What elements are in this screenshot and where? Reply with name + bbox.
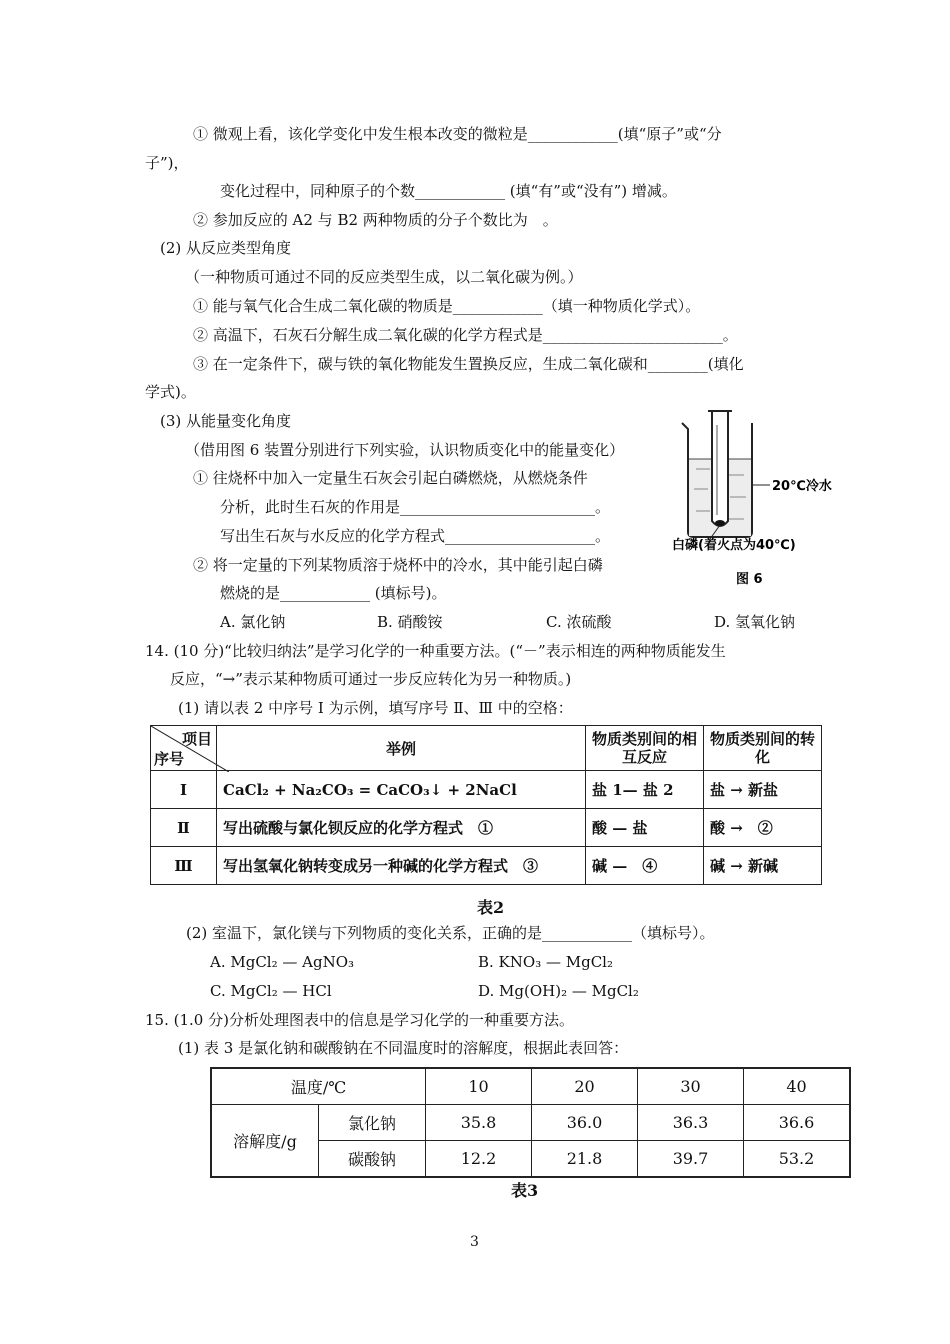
q13-part2-q3: ③ 在一定条件下，碳与铁的氧化物能发生置换反应，生成二氧化碳和________(填化	[193, 355, 744, 373]
option-d: D. 氢氧化钠	[714, 613, 796, 631]
table-2-reaction: 盐 1— 盐 2	[586, 771, 704, 809]
q13-part3-q1-c: 写出生石灰与水反应的化学方程式____________________。	[220, 527, 611, 545]
q13-part3-q2-b: 燃烧的是____________ (填标号)。	[220, 584, 447, 602]
q13-part3-q1: ① 往烧杯中加入一定量生石灰会引起白磷燃烧，从燃烧条件	[193, 469, 588, 487]
option-a: A. 氯化钠	[220, 613, 286, 631]
q13-part2-q3-cont: 学式)。	[145, 383, 196, 401]
table-2-header-reaction: 物质类别间的相互反应	[586, 726, 704, 771]
table-2	[150, 725, 822, 885]
figure-6-phosphorus-label: 白磷(着火点为40℃)	[672, 538, 796, 553]
table-3-value: 36.6	[744, 1105, 851, 1141]
table-3-caption: 表3	[511, 1181, 539, 1200]
table-3-substance: 碳酸钠	[319, 1141, 426, 1178]
table-2-corner-cell	[151, 726, 217, 771]
q14-option-d: D. Mg(OH)₂ — MgCl₂	[478, 982, 639, 1000]
table-2-seq: Ⅰ	[151, 771, 217, 809]
q13-part3-title: (3) 从能量变化角度	[160, 412, 292, 430]
q14-part1: (1) 请以表 2 中序号 Ⅰ 为示例，填写序号 Ⅱ、Ⅲ 中的空格：	[178, 699, 573, 717]
table-3-temp: 10	[426, 1068, 532, 1105]
table-2-example: 写出硫酸与氯化钡反应的化学方程式 ①	[217, 809, 586, 847]
table-3-value: 53.2	[744, 1141, 851, 1178]
figure-6-caption: 图 6	[736, 572, 763, 587]
q14-part2: (2) 室温下，氯化镁与下列物质的变化关系，正确的是____________（填标号）。	[186, 924, 715, 942]
q14-option-a: A. MgCl₂ — AgNO₃	[210, 953, 355, 971]
q13-line3: 变化过程中，同种原子的个数____________ (填“有”或“没有”) 增减。	[220, 182, 677, 200]
page-number: 3	[470, 1234, 479, 1250]
table-2-example: CaCl₂ + Na₂CO₃ = CaCO₃↓ + 2NaCl	[217, 771, 586, 809]
q13-line4: ② 参加反应的 A2 与 B2 两种物质的分子个数比为 。	[193, 211, 558, 229]
figure-6-beaker	[670, 405, 835, 590]
table-2-header-seq: 序号	[154, 750, 185, 768]
q14-option-c: C. MgCl₂ — HCl	[210, 982, 332, 1000]
q14-intro-cont: 反应，“→”表示某种物质可通过一步反应转化为另一种物质。)	[170, 670, 572, 688]
table-2-header-example: 举例	[217, 726, 586, 771]
table-3-temp: 30	[638, 1068, 744, 1105]
table-row	[151, 771, 822, 809]
table-3	[210, 1067, 851, 1178]
table-3-value: 21.8	[532, 1141, 638, 1178]
table-3-temp: 40	[744, 1068, 851, 1105]
q13-part3-q1-b: 分析，此时生石灰的作用是__________________________。	[220, 498, 611, 516]
table-row	[211, 1105, 850, 1141]
table-2-header-transform: 物质类别间的转化	[704, 726, 822, 771]
option-c: C. 浓硫酸	[546, 613, 612, 631]
q13-part3-q2: ② 将一定量的下列某物质溶于烧杯中的冷水，其中能引起白磷	[193, 556, 603, 574]
q14-intro: 14. (10 分)“比较归纳法”是学习化学的一种重要方法。(“－”表示相连的两种物质能发生	[145, 642, 726, 660]
table-3-temp: 20	[532, 1068, 638, 1105]
q14-option-b: B. KNO₃ — MgCl₂	[478, 953, 613, 971]
q15-part1: (1) 表 3 是氯化钠和碳酸钠在不同温度时的溶解度，根据此表回答：	[178, 1039, 629, 1057]
table-3-temp-label: 温度/℃	[211, 1068, 426, 1105]
table-2-transform: 盐 → 新盐	[704, 771, 822, 809]
table-2-reaction: 酸 — 盐	[586, 809, 704, 847]
table-3-sol-label: 溶解度/g	[211, 1105, 319, 1178]
table-2-seq: Ⅱ	[151, 809, 217, 847]
table-row	[151, 847, 822, 885]
table-3-substance: 氯化钠	[319, 1105, 426, 1141]
table-2-transform: 酸 → ②	[704, 809, 822, 847]
q13-part2-q2: ② 高温下，石灰石分解生成二氧化碳的化学方程式是________________________。	[193, 326, 738, 344]
figure-6-water-label: 20℃冷水	[772, 479, 832, 494]
table-row	[151, 809, 822, 847]
q13-line1: ① 微观上看，该化学变化中发生根本改变的微粒是____________(填“原子”或“分	[193, 125, 722, 143]
table-2-example: 写出氢氧化钠转变成另一种碱的化学方程式 ③	[217, 847, 586, 885]
table-3-value: 39.7	[638, 1141, 744, 1178]
table-2-header-item: 项目	[181, 730, 212, 748]
option-b: B. 硝酸铵	[377, 613, 443, 631]
q13-part3-note: （借用图 6 装置分别进行下列实验，认识物质变化中的能量变化）	[185, 441, 625, 459]
table-3-value: 36.0	[532, 1105, 638, 1141]
q13-part2-note: （一种物质可通过不同的反应类型生成，以二氧化碳为例。）	[185, 268, 583, 286]
table-3-value: 35.8	[426, 1105, 532, 1141]
q13-part2-q1: ① 能与氧气化合生成二氧化碳的物质是____________（填一种物质化学式）。	[193, 297, 701, 315]
table-2-seq: Ⅲ	[151, 847, 217, 885]
table-2-reaction: 碱 — ④	[586, 847, 704, 885]
table-3-value: 36.3	[638, 1105, 744, 1141]
table-2-caption: 表2	[477, 898, 505, 917]
table-3-value: 12.2	[426, 1141, 532, 1178]
q13-part2-title: (2) 从反应类型角度	[160, 239, 292, 257]
table-2-transform: 碱 → 新碱	[704, 847, 822, 885]
q15-intro: 15. (1.0 分)分析处理图表中的信息是学习化学的一种重要方法。	[145, 1011, 574, 1029]
q13-line2: 子”)，	[145, 154, 189, 172]
